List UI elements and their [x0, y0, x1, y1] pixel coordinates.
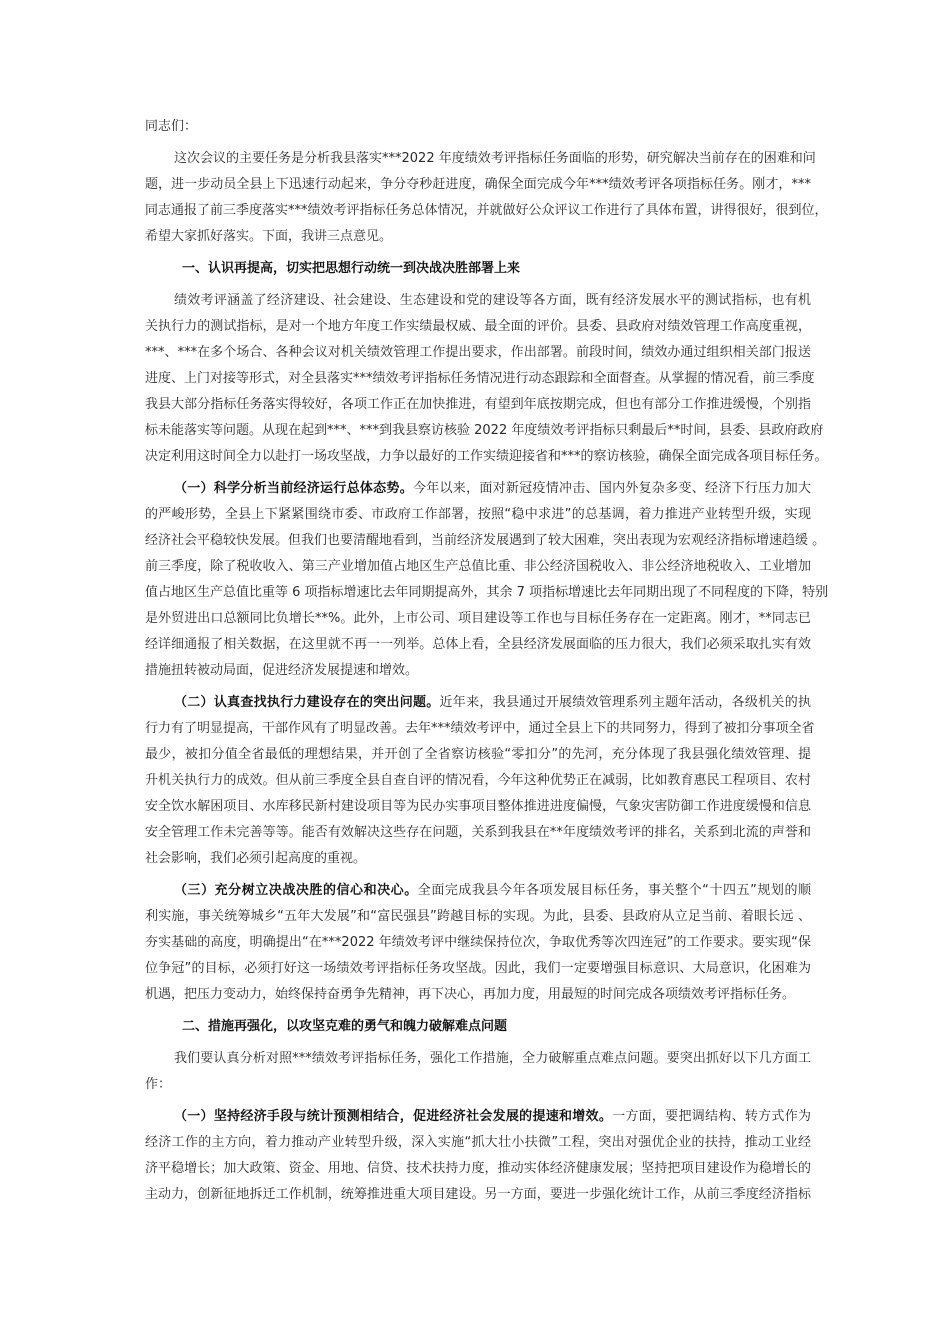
- text-line: [145, 632, 811, 658]
- text-line: [145, 198, 828, 224]
- line-text: 同志们：: [145, 119, 198, 134]
- text-line: [145, 418, 824, 444]
- line-text: 最少，被扣分值全省最低的理想结果，并开创了全省察访核验“零扣分”的先河，充分体现了我县强化绩效管理、提: [145, 747, 811, 762]
- text-line: [145, 794, 811, 820]
- line-text: 安全饮水解困项目、水库移民新村建设项目等为民办实事项目整体推进进度偏慢，气象灾害防御工作进度缓慢和信息: [145, 799, 811, 814]
- document-page: [145, 114, 829, 1214]
- text-line: [145, 658, 811, 684]
- line-text: ***、***在多个场合、各种会议对机关绩效管理工作提出要求，作出部署。前段时间，绩效办通过组织相关部门报送: [145, 345, 811, 360]
- line-text: 经详细通报了相关数据，在这里就不再一一列举。总体上看，全县经济发展面临的压力很大，我们必须采取扎实有效: [145, 637, 811, 652]
- text-line: [145, 146, 816, 172]
- line-text: 措施扭转被动局面，促进经济发展提速和增效。: [145, 663, 419, 678]
- subsection-title: （一）坚持经济手段与统计预测相结合，促进经济社会发展的提速和增效。: [174, 1109, 613, 1124]
- section-heading: [145, 1014, 811, 1040]
- line-text: 夯实基础的高度，明确提出“在***2022 年绩效考评中继续保持位次，争取优秀等次四连冠”的工作要求。要实现“保: [145, 935, 811, 950]
- line-text: 决定利用这时间全力以赴打一场攻坚战，力争以最好的工作实绩迎接省和***的察访核验，确保全面完成各项目标任务。: [145, 449, 828, 464]
- paragraph: [145, 288, 828, 470]
- line-text: 今年以来，面对新冠疫情冲击、国内外复杂多变、经济下行压力加大: [412, 481, 811, 496]
- text-line: [145, 392, 811, 418]
- text-line: [145, 716, 815, 742]
- subsection-title: （三）充分树立决战决胜的信心和决心。: [174, 883, 418, 898]
- line-text: 这次会议的主要任务是分析我县落实***2022 年度绩效考评指标任务面临的形势，研究解决当前存在的困难和问: [174, 151, 816, 166]
- text-line: [145, 366, 815, 392]
- line-text: 一方面，要把调结构、转方式作为: [612, 1109, 811, 1124]
- paragraph: [145, 1104, 811, 1208]
- text-line: [145, 340, 811, 366]
- text-line: [145, 444, 828, 470]
- text-line: [145, 1130, 811, 1156]
- line-text: 二、措施再强化，以攻坚克难的勇气和魄力破解难点问题: [182, 1019, 508, 1034]
- text-line: [145, 1156, 811, 1182]
- line-text: 升机关执行力的成效。但从前三季度全县自查自评的情况看，今年这种优势正在减弱，比如教育惠民工程项目、农村: [145, 773, 811, 788]
- line-text: 希望大家抓好落实。下面，我讲三点意见。: [145, 229, 393, 244]
- text-line: [145, 606, 811, 632]
- text-line: [145, 256, 811, 282]
- line-text: 值占地区生产总值比重等 6 项指标增速比去年同期提高外，其余 7 项指标增速比去年同期出现了不同程度的下降，特别: [145, 585, 829, 600]
- text-line: [145, 580, 829, 606]
- line-text: 一、认识再提高，切实把思想行动统一到决战决胜部署上来: [182, 261, 521, 276]
- text-line: [145, 114, 811, 140]
- text-line: [145, 528, 826, 554]
- text-line: [145, 878, 811, 904]
- text-line: [145, 820, 811, 846]
- text-line: [145, 224, 811, 250]
- line-text: 绩效考评涵盖了经济建设、社会建设、生态建设和党的建设等各方面，既有经济发展水平的测试指标，也有机: [174, 293, 811, 308]
- text-line: [145, 982, 811, 1008]
- line-text: 近年来，我县通过开展绩效管理系列主题年活动，各级机关的执: [439, 695, 811, 710]
- text-line: [145, 554, 811, 580]
- line-text: 前三季度，除了税收收入、第三产业增加值占地区生产总值比重、非公经济国税收入、非公经济地税收入、工业增加: [145, 559, 811, 574]
- line-text: 社会影响，我们必须引起高度的重视。: [145, 851, 367, 866]
- text-line: [145, 956, 811, 982]
- section-heading: [145, 256, 811, 282]
- paragraph: [145, 146, 828, 250]
- line-text: 进度、上门对接等形式，对全县落实***绩效考评指标任务情况进行动态跟踪和全面督查。从掌握的情况看，前三季度: [145, 371, 815, 386]
- line-text: 经济工作的主方向，着力推动产业转型升级，深入实施“抓大壮小扶微”工程，突出对强优企业的扶持，推动工业经: [145, 1135, 811, 1150]
- text-line: [145, 288, 811, 314]
- line-text: 安全管理工作未完善等等。能否有效解决这些存在问题，关系到我县在**年度绩效考评的排名，关系到北流的声誉和: [145, 825, 811, 840]
- text-line: [145, 502, 811, 528]
- text-line: [145, 172, 811, 198]
- paragraph: [145, 476, 829, 684]
- line-text: 的严峻形势，全县上下紧紧围绕市委、市政府工作部署，按照“稳中求进”的总基调，着力推进产业转型升级，实现: [145, 507, 811, 522]
- line-text: 主动力，创新征地拆迁工作机制，统筹推进重大项目建设。另一方面，要进一步强化统计工作，从前三季度经济指标: [145, 1187, 811, 1202]
- line-text: 利实施，事关统筹城乡“五年大发展”和“富民强县”跨越目标的实现。为此，县委、县政府从立足当前、着眼长远 、: [145, 909, 811, 924]
- line-text: 我县大部分指标任务落实得较好，各项工作正在加快推进，有望到年底按期完成，但也有部分工作推进缓慢，个别指: [145, 397, 811, 412]
- text-line: [145, 690, 811, 716]
- subsection-title: （二）认真查找执行力建设存在的突出问题。: [174, 695, 440, 710]
- paragraph: [145, 690, 815, 872]
- text-line: [145, 768, 811, 794]
- subsection-title: （一）科学分析当前经济运行总体态势。: [174, 481, 413, 496]
- line-text: 济平稳增长；加大政策、资金、用地、信贷、技术扶持力度，推动实体经济健康发展；坚持把项目建设作为稳增长的: [145, 1161, 811, 1176]
- text-line: [145, 904, 811, 930]
- paragraph: [145, 878, 811, 1008]
- line-text: 位争冠”的目标，必须打好这一场绩效考评指标任务攻坚战。因此，我们一定要增强目标意识、大局意识，化困难为: [145, 961, 811, 976]
- line-text: 标未能落实等问题。从现在起到***、***到我县察访核验 2022 年度绩效考评指标只剩最后**时间，县委、县政府政府: [145, 423, 824, 438]
- paragraph: [145, 1046, 811, 1098]
- line-text: 经济社会平稳较快发展。但我们也要清醒地看到，当前经济发展遇到了较大困难，突出表现为宏观经济指标增速趋缓 。: [145, 533, 826, 548]
- line-text: 全面完成我县今年各项发展目标任务，事关整个“十四五”规划的顺: [417, 883, 811, 898]
- text-line: [145, 1014, 811, 1040]
- line-text: 是外贸进出口总额同比负增长**%。此外，上市公司、项目建设等工作也与目标任务存在一定距离。刚才，**同志已: [145, 611, 811, 626]
- line-text: 我们要认真分析对照***绩效考评指标任务，强化工作措施，全力破解重点难点问题。要突出抓好以下几方面工: [174, 1051, 811, 1066]
- line-text: 作：: [145, 1077, 172, 1092]
- text-line: [145, 1072, 811, 1098]
- text-line: [145, 1046, 811, 1072]
- text-line: [145, 930, 811, 956]
- line-text: 行力有了明显提高，干部作风有了明显改善。去年***绩效考评中，通过全县上下的共同努力，得到了被扣分事项全省: [145, 721, 815, 736]
- line-text: 关执行力的测试指标，是对一个地方年度工作实绩最权威、最全面的评价。县委、县政府对绩效管理工作高度重视，: [145, 319, 811, 334]
- line-text: 题，进一步动员全县上下迅速行动起来，争分夺秒赶进度，确保全面完成今年***绩效考评各项指标任务。刚才，***: [145, 177, 811, 192]
- text-line: [145, 1182, 811, 1208]
- line-text: 同志通报了前三季度落实***绩效考评指标任务总体情况，并就做好公众评议工作进行了具体布置，讲得很好，很到位，: [145, 203, 828, 218]
- text-line: [145, 846, 811, 872]
- salutation: [145, 114, 811, 140]
- text-line: [145, 742, 811, 768]
- text-line: [145, 1104, 811, 1130]
- text-line: [145, 476, 811, 502]
- text-line: [145, 314, 811, 340]
- line-text: 机遇，把压力变动力，始终保持奋勇争先精神，再下决心，再加力度，用最短的时间完成各项绩效考评指标任务。: [145, 987, 796, 1002]
